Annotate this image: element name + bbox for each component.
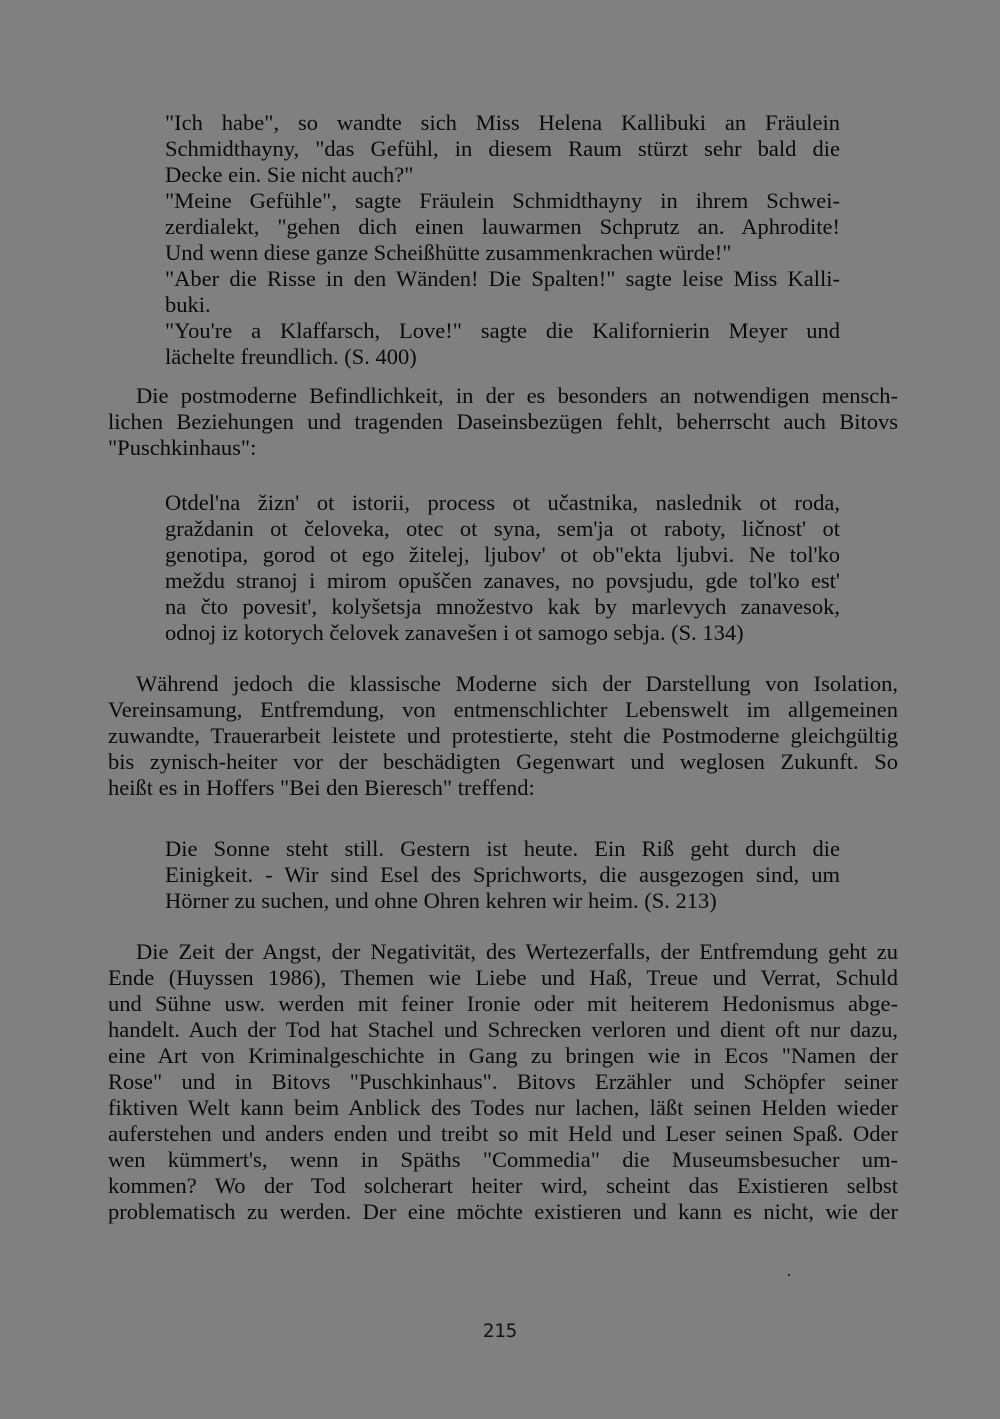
text-line: Decke ein. Sie nicht auch?" [165,162,414,187]
text-line: Die postmoderne Befindlichkeit, in der es besonders an notwendigen mensch- [136,383,898,408]
text-line: Otdel'na žizn' ot istorii, process ot učastnika, naslednik ot roda, [165,490,840,515]
text-line: "Aber die Risse in den Wänden! Die Spalten!" sagte leise Miss Kalli- [165,266,840,291]
text-line: "Meine Gefühle", sagte Fräulein Schmidthayny in ihrem Schwei- [165,188,840,213]
text-line: zerdialekt, "gehen dich einen lauwarmen Schprutz an. Aphrodite! [165,214,840,239]
text-line: bis zynisch-heiter vor der beschädigten Gegenwart und weglosen Zukunft. So [108,749,898,774]
text-line: odnoj iz kotorych čelovek zanavešen i ot samogo sebja. (S. 134) [165,620,744,645]
text-line: wen kümmert's, wenn in Späths "Commedia" die Museumsbesucher um- [108,1147,898,1172]
paragraph-zeit-der-angst [108,939,898,1225]
text-line: Und wenn diese ganze Scheißhütte zusammenkrachen würde!" [165,240,732,265]
block-quote-kallibuki [165,110,840,370]
text-line: Rose" und in Bitovs "Puschkinhaus". Bitovs Erzähler und Schöpfer seiner [108,1069,898,1094]
scan-speck [788,1274,790,1276]
text-line: na čto povesit', kolyšetsja množestvo kak by marlevych zanavesok, [165,594,840,619]
text-line: graždanin ot čeloveka, otec ot syna, sem'ja ot raboty, ličnost' ot [165,516,840,541]
text-line: lichen Beziehungen und tragenden Daseinsbezügen fehlt, beherrscht auch Bitovs [108,409,898,434]
text-line: Während jedoch die klassische Moderne sich der Darstellung von Isolation, [136,671,898,696]
text-line: und Sühne usw. werden mit feiner Ironie oder mit heiterem Hedonismus abge- [108,991,898,1016]
page-number: 215 [482,1320,518,1342]
text-line: meždu stranoj i mirom opuščen zanaves, no povsjudu, gde tol'ko est' [165,568,840,593]
text-line: Schmidthayny, "das Gefühl, in diesem Raum stürzt sehr bald die [165,136,840,161]
text-line: "Puschkinhaus": [108,435,257,460]
text-line: Hörner zu suchen, und ohne Ohren kehren wir heim. (S. 213) [165,888,717,913]
text-line: genotipa, gorod ot ego žitelej, ljubov' ot ob"ekta ljubvi. Ne tol'ko [165,542,840,567]
text-line: Die Sonne steht still. Gestern ist heute. Ein Riß geht durch die [165,836,840,861]
text-line: auferstehen und anders enden und treibt so mit Held und Leser seinen Spaß. Oder [108,1121,898,1146]
block-quote-hoffer [165,836,840,914]
text-line: "You're a Klaffarsch, Love!" sagte die Kalifornierin Meyer und [165,318,840,343]
text-line: "Ich habe", so wandte sich Miss Helena Kallibuki an Fräulein [165,110,840,135]
text-line: Vereinsamung, Entfremdung, von entmenschlichter Lebenswelt im allgemeinen [108,697,898,722]
text-line: buki. [165,292,211,317]
block-quote-bitov [165,490,840,646]
text-line: fiktiven Welt kann beim Anblick des Todes nur lachen, läßt seinen Helden wieder [108,1095,898,1120]
text-line: kommen? Wo der Tod solcherart heiter wird, scheint das Existieren selbst [108,1173,898,1198]
text-line: handelt. Auch der Tod hat Stachel und Schrecken verloren und dient oft nur dazu, [108,1017,898,1042]
text-line: heißt es in Hoffers "Bei den Bieresch" treffend: [108,775,535,800]
text-line: zuwandte, Trauerarbeit leistete und protestierte, steht die Postmoderne gleichgültig [108,723,898,748]
text-line: Ende (Huyssen 1986), Themen wie Liebe und Haß, Treue und Verrat, Schuld [108,965,898,990]
text-line: problematisch zu werden. Der eine möchte existieren und kann es nicht, wie der [108,1199,898,1224]
paragraph-postmoderne-befindlichkeit [108,383,898,461]
text-line: lächelte freundlich. (S. 400) [165,344,417,369]
text-line: eine Art von Kriminalgeschichte in Gang zu bringen wie in Ecos "Namen der [108,1043,898,1068]
text-line: Die Zeit der Angst, der Negativität, des Wertezerfalls, der Entfremdung geht zu [136,939,898,964]
paragraph-klassische-moderne [108,671,898,801]
text-line: Einigkeit. - Wir sind Esel des Sprichworts, die ausgezogen sind, um [165,862,840,887]
